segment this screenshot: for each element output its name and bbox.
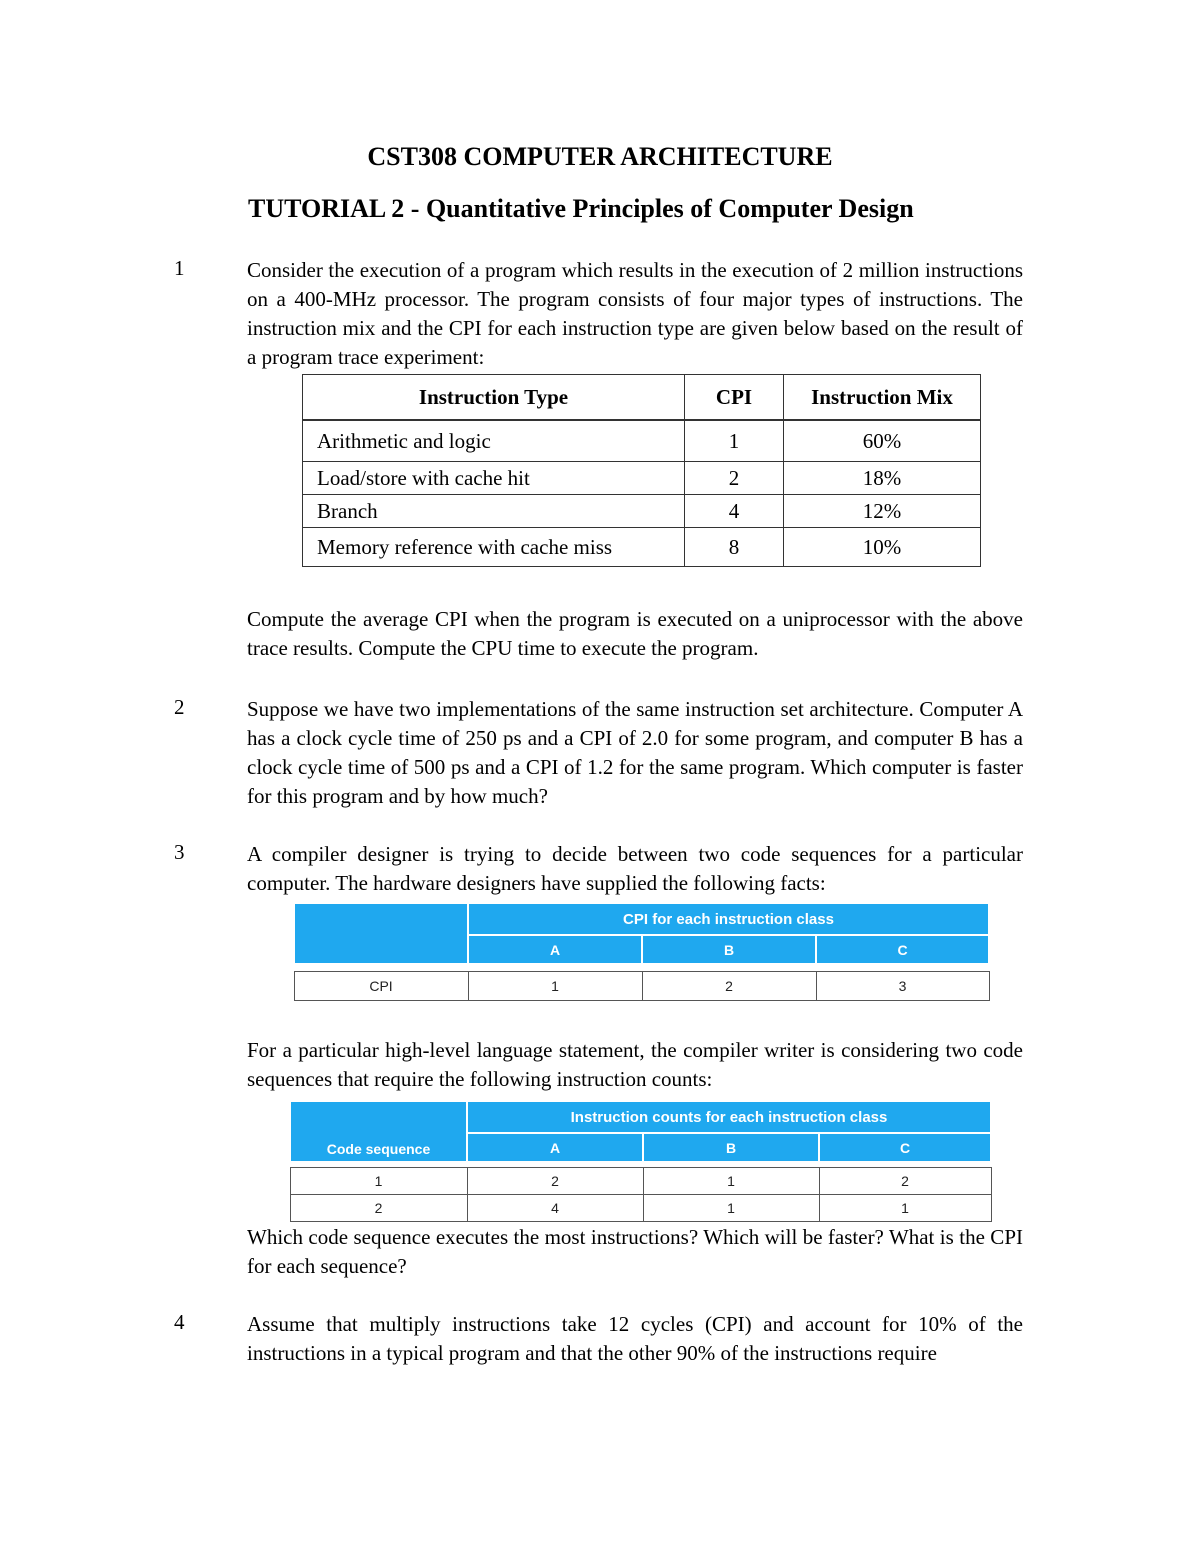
cell-instruction-type: Memory reference with cache miss [303,528,685,567]
cell-instruction-type: Branch [303,495,685,528]
table-row [294,972,989,1001]
class-header-b: B [642,935,816,964]
page-title: CST308 COMPUTER ARCHITECTURE [367,142,833,171]
class-header-a: A [468,935,642,964]
blank-header-cell [294,903,468,964]
cell-count-b: 1 [643,1168,819,1195]
column-header-cpi: CPI [685,375,784,421]
column-header-instruction-mix: Instruction Mix [784,375,981,421]
instruction-count-table [289,1100,992,1222]
cell-count-c: 2 [819,1168,991,1195]
question-4-text: Assume that multiply instructions take 12 cycles (CPI) and account for 10% of the instructions in a typical program and that the other 90% of the instructions require [247,1312,1023,1365]
question-4-number: 4 [174,1310,185,1334]
class-header-c: C [819,1133,991,1162]
cell-sequence: 2 [290,1195,467,1222]
cell-cpi: 4 [685,495,784,528]
cell-cpi: 1 [685,420,784,462]
table-header-row [303,375,981,421]
code-sequence-header: Code sequence [290,1101,467,1162]
question-3-intro: A compiler designer is trying to decide between two code sequences for a particular computer. The hardware designers have supplied the following facts: [247,842,1023,895]
count-group-header: Instruction counts for each instruction class [467,1101,991,1133]
cell-cpi-b: 2 [642,972,816,1001]
question-3-middle: For a particular high-level language statement, the compiler writer is considering two code sequences that require the following instruction counts: [247,1038,1023,1091]
cell-cpi-c: 3 [816,972,989,1001]
table-row [290,1195,991,1222]
cell-cpi: 2 [685,462,784,495]
cell-instruction-mix: 60% [784,420,981,462]
question-1-number: 1 [174,256,185,280]
question-2-number: 2 [174,695,185,719]
question-1-task: Compute the average CPI when the program is executed on a uniprocessor with the above trace results. Compute the CPU time to execute the program. [247,607,1023,660]
cell-instruction-mix: 18% [784,462,981,495]
class-header-b: B [643,1133,819,1162]
question-3-task: Which code sequence executes the most instructions? Which will be faster? What is the CPI for each sequence? [247,1225,1023,1278]
table-row [290,1168,991,1195]
cell-instruction-type: Load/store with cache hit [303,462,685,495]
cell-sequence: 1 [290,1168,467,1195]
instruction-mix-table [302,374,981,567]
cell-cpi: 8 [685,528,784,567]
question-3-number: 3 [174,840,185,864]
cell-count-b: 1 [643,1195,819,1222]
tutorial-title: TUTORIAL 2 - Quantitative Principles of Computer Design [248,194,914,223]
cell-instruction-mix: 12% [784,495,981,528]
question-1-intro: Consider the execution of a program which results in the execution of 2 million instructions on a 400-MHz processor. The program consists of four major types of instructions. The instruction mix and the CPI for each instruction type are given below based on the result of a program trace experiment: [247,258,1023,369]
cell-instruction-mix: 10% [784,528,981,567]
cpi-per-class-table [293,902,990,1001]
table-row [303,495,981,528]
question-2-text: Suppose we have two implementations of the same instruction set architecture. Computer A has a clock cycle time of 250 ps and a CPI of 2.0 for some program, and computer B has a clock cycle time of 500 ps and a CPI of 1.2 for the same program. Which computer is faster for this program and by how much? [247,697,1023,808]
table-row [303,462,981,495]
cell-instruction-type: Arithmetic and logic [303,420,685,462]
cell-count-c: 1 [819,1195,991,1222]
class-header-a: A [467,1133,643,1162]
table-row [303,420,981,462]
class-header-c: C [816,935,989,964]
cpi-group-header: CPI for each instruction class [468,903,989,935]
table-row [303,528,981,567]
column-header-instruction-type: Instruction Type [303,375,685,421]
cell-count-a: 2 [467,1168,643,1195]
cell-cpi-a: 1 [468,972,642,1001]
cell-count-a: 4 [467,1195,643,1222]
row-label-cpi: CPI [294,972,468,1001]
